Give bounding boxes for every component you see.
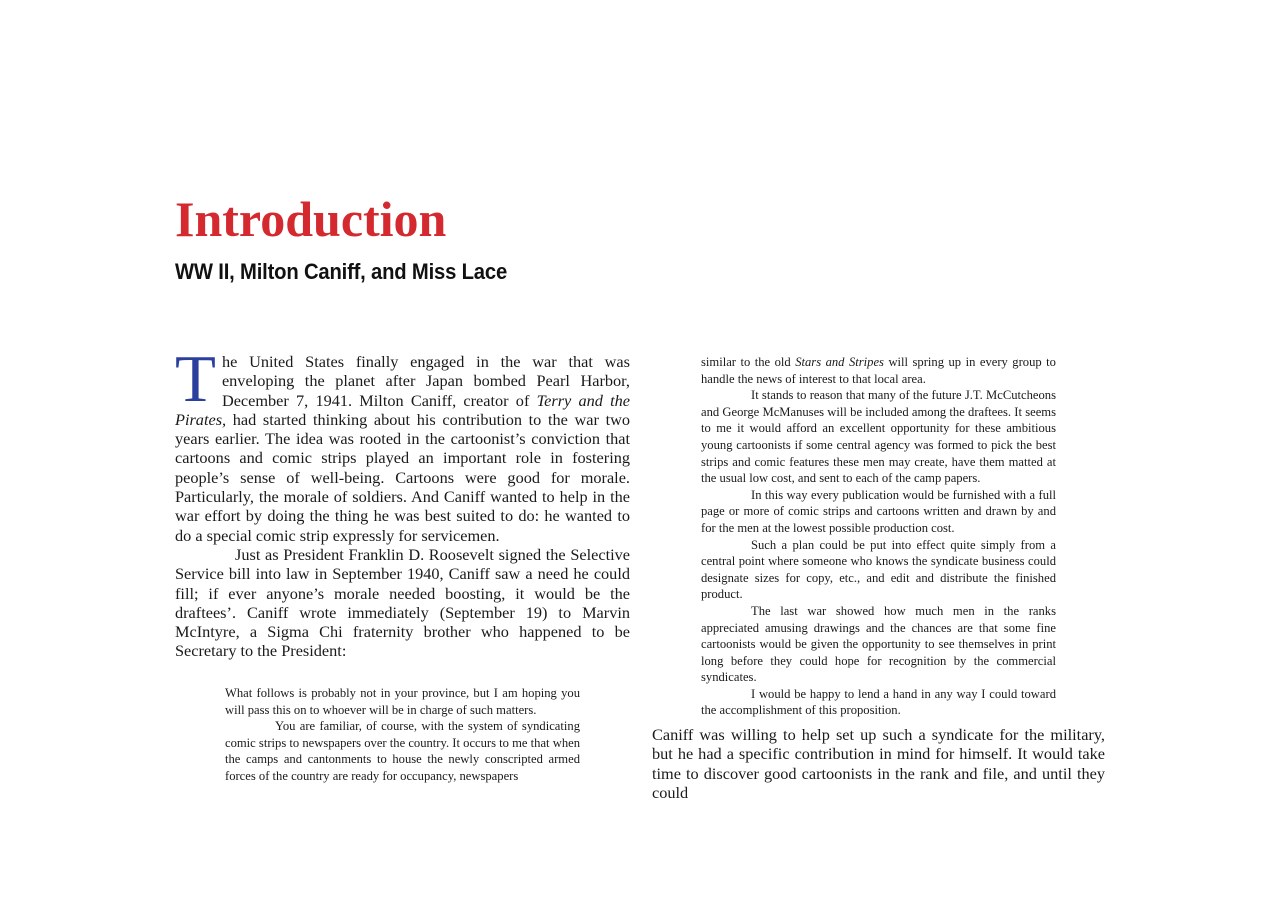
- letter-paragraph: Such a plan could be put into effect quite simply from a central point where someone who knows the syndicate business could designate sizes for copy, etc., and edit and distribute the finished product.: [701, 537, 1056, 602]
- body-paragraph-1: [175, 342, 630, 545]
- chapter-subtitle: WW II, Milton Caniff, and Miss Lace: [175, 259, 508, 284]
- paragraph-text: he United States finally engaged in the war that was enveloping the planet after Japan bombed Pearl Harbor, December 7, 1941. Milton Caniff, creator of: [221, 352, 630, 410]
- letter-paragraph: I would be happy to lend a hand in any way I could toward the accomplishment of this proposition.: [701, 686, 1056, 718]
- strip-title: Terry and the Pirates,: [175, 390, 630, 429]
- letter-paragraph: The last war showed how much men in the ranks appreciated amusing drawings and the chances are that some fine cartoonists would be given the opportunity to see themselves in print long before they could hope for recognition by the commercial syndicates.: [701, 603, 1056, 685]
- letter-paragraph: You are familiar, of course, with the system of syndicating comic strips to newspapers over the country. It occurs to me that when the camps and cantonments to house the newly conscripted armed forces of the country are ready for occupancy, newspapers: [225, 719, 580, 783]
- letter-text: will spring up in every group to handle the news of interest to that local area.: [701, 355, 1056, 386]
- publication-title: Stars and Stripes: [795, 355, 884, 369]
- left-column: [175, 342, 630, 661]
- letter-quote-part-1: [225, 685, 580, 785]
- letter-paragraph: [701, 354, 1056, 387]
- right-column: [652, 725, 1105, 802]
- drop-cap: T: [175, 342, 216, 416]
- paragraph-text: had started thinking about his contribution to the war two years earlier. The idea was rooted in the cartoonist’s conviction that cartoons and comic strips played an important role in fostering people’s sense of well-being. Cartoons were good for morale. Particularly, the morale of soldiers. And Caniff wanted to help in the war effort by doing the thing he was best suited to do: he wanted to do a special comic strip expressly for servicemen.: [175, 409, 630, 545]
- letter-paragraph: In this way every publication would be furnished with a full page or more of comic strips and cartoons written and drawn by and for the men at the lowest possible production cost.: [701, 487, 1056, 535]
- chapter-title: Introduction: [175, 191, 447, 247]
- letter-paragraph: What follows is probably not in your province, but I am hoping you will pass this on to whoever will be in charge of such matters.: [225, 686, 580, 717]
- letter-paragraph: It stands to reason that many of the future J.T. McCutcheons and George McManuses will be included among the draftees. It seems to me it would afford an excellent opportunity for these ambitious young cartoonists if some central agency was formed to pick the best strips and comic features these men may create, have them matted at the usual low cost, and sent to each of the camp papers.: [701, 388, 1056, 486]
- letter-text: similar to the old: [701, 355, 796, 369]
- letter-quote-part-2: [701, 354, 1056, 719]
- body-paragraph-2: Just as President Franklin D. Roosevelt signed the Selective Service bill into law in September 1940, Caniff saw a need he could fill; if ever anyone’s morale needed boosting, it would be the draftees’. Caniff wrote immediately (September 19) to Marvin McIntyre, a Sigma Chi fraternity brother who happened to be Secretary to the President:: [175, 544, 630, 661]
- body-paragraph-3: Caniff was willing to help set up such a syndicate for the military, but he had a specific contribution in mind for himself. It would take time to discover good cartoonists in the rank and file, and until they could: [652, 725, 1105, 802]
